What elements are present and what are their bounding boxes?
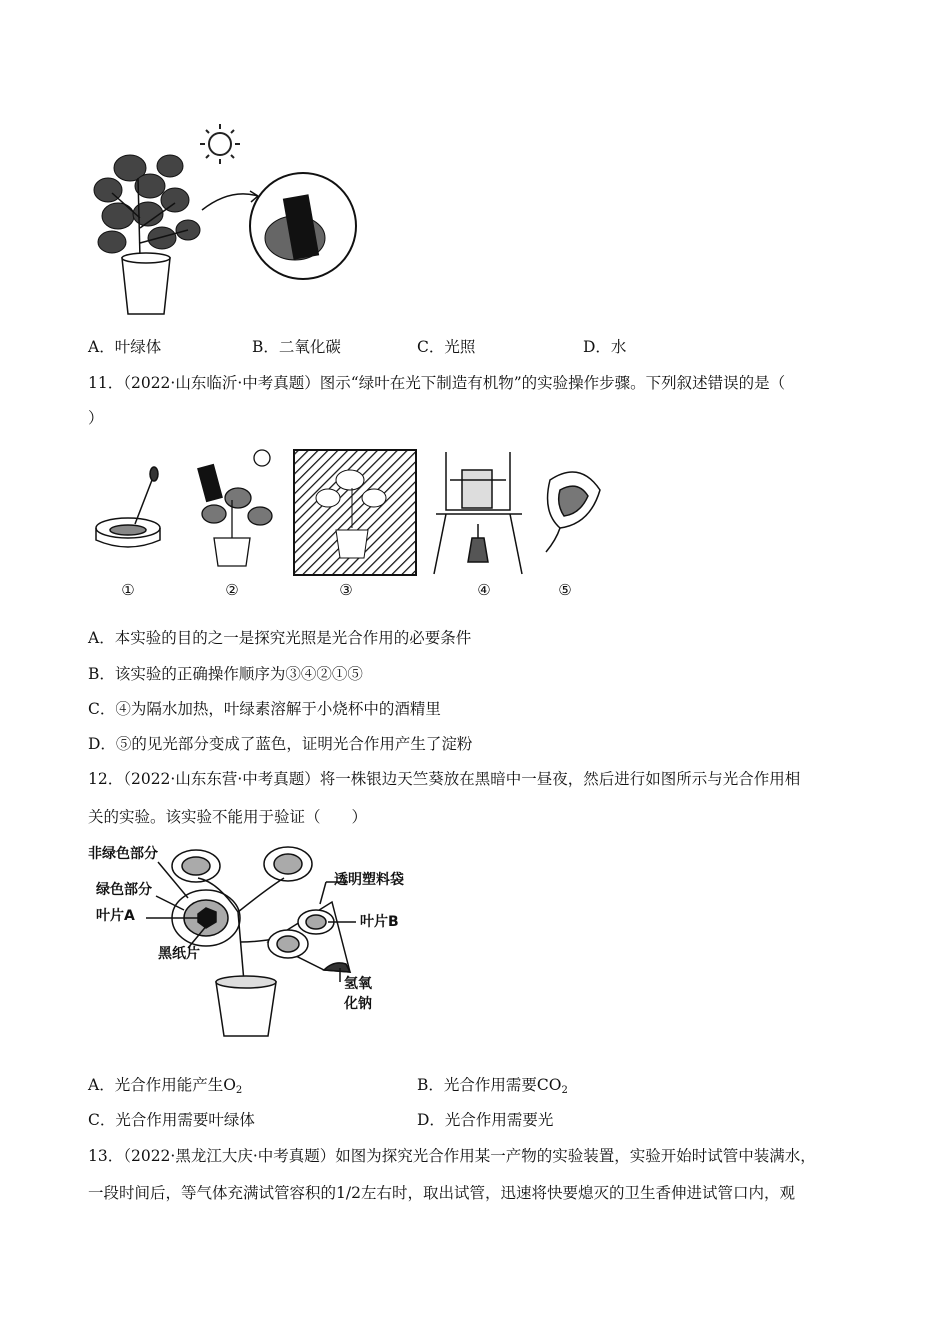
label-black-paper: 黑纸片	[158, 946, 200, 962]
label-leaf-a: 叶片A	[96, 908, 135, 924]
q12-option-c: C．光合作用需要叶绿体	[88, 1111, 255, 1129]
step-label-5: ⑤	[558, 581, 572, 599]
petri-dish-icon	[96, 467, 160, 547]
q12-figure	[88, 842, 418, 1037]
q10-figure	[90, 118, 360, 318]
step-label-1: ①	[121, 581, 135, 599]
q10-option-a: A．叶绿体	[88, 338, 162, 356]
q11-stem-line2: ）	[88, 409, 104, 427]
q11-option-c: C．④为隔水加热，叶绿素溶解于小烧杯中的酒精里	[88, 700, 441, 718]
leaf-icon	[546, 472, 600, 552]
step-label-2: ②	[225, 581, 239, 599]
sun-icon	[200, 124, 240, 164]
arrow-icon	[202, 194, 258, 210]
q11-figure	[90, 440, 610, 605]
pot-icon	[216, 982, 276, 1036]
label-non-green: 非绿色部分	[88, 846, 158, 862]
q12-option-b: B．光合作用需要$CO_2$	[417, 1076, 568, 1096]
q13-stem-line1: 13．（2022·黑龙江大庆·中考真题）如图为探究光合作用某一产物的实验装置，实验开始时试管中装满水，	[88, 1147, 816, 1165]
water-bath-icon	[434, 452, 522, 574]
label-bag: 透明塑料袋	[334, 872, 404, 888]
label-green: 绿色部分	[96, 882, 152, 898]
q12-option-d: D．光合作用需要光	[417, 1111, 554, 1129]
q13-stem-line2: 一段时间后，等气体充满试管容积的1/2左右时，取出试管，迅速将快要熄灭的卫生香伸进试管口内，观	[88, 1184, 795, 1202]
pot-icon	[122, 258, 170, 314]
q10-option-c: C．光照	[417, 338, 476, 356]
q12-option-a: A．光合作用能产生$O_2$	[88, 1076, 243, 1096]
q11-option-b: B．该实验的正确操作顺序为③④②①⑤	[88, 665, 363, 683]
q11-option-d: D．⑤的见光部分变成了蓝色，证明光合作用产生了淀粉	[88, 735, 473, 753]
q11-stem-line1: 11．（2022·山东临沂·中考真题）图示“绿叶在光下制造有机物”的实验操作步骤。下列叙述错误的是（	[88, 374, 786, 392]
q12-stem-line2: 关的实验。该实验不能用于验证（ ）	[88, 808, 368, 826]
plant-icon	[94, 155, 200, 253]
plant-with-paper-icon	[198, 450, 272, 566]
step-label-3: ③	[339, 581, 353, 599]
q10-option-d: D．水	[583, 338, 627, 356]
label-naoh-1: 氢氧	[344, 976, 372, 992]
q11-option-a: A．本实验的目的之一是探究光照是光合作用的必要条件	[88, 629, 472, 647]
dark-box-icon	[294, 450, 416, 575]
q10-option-b: B．二氧化碳	[252, 338, 341, 356]
label-leaf-b: 叶片B	[360, 914, 399, 930]
step-label-4: ④	[477, 581, 491, 599]
q12-stem-line1: 12．（2022·山东东营·中考真题）将一株银边天竺葵放在黑暗中一昼夜，然后进行如图所示与光合作用相	[88, 770, 801, 788]
label-naoh-2: 化钠	[344, 996, 372, 1012]
